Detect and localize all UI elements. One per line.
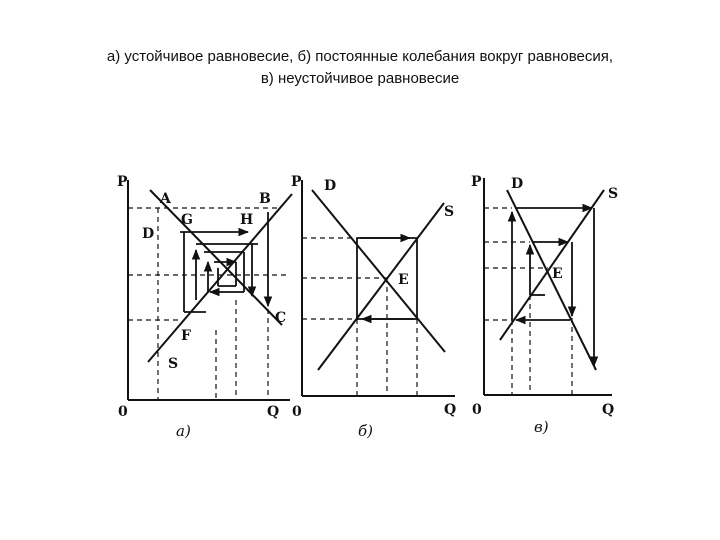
panel-a-y-label: P	[117, 174, 128, 190]
panel-a	[128, 180, 292, 400]
panel-a-demand-line	[150, 190, 282, 325]
panel-v-point-D: D	[511, 176, 524, 192]
panel-v-point-S: S	[608, 186, 619, 202]
panel-a-origin-label: 0	[118, 404, 128, 420]
panel-a-supply-line	[148, 194, 292, 362]
panel-b-point-D: D	[324, 178, 337, 194]
panel-a-sublabel: а)	[176, 422, 191, 440]
panel-b-x-label: Q	[444, 402, 457, 418]
panel-a-point-A: A	[160, 191, 171, 207]
panel-v-sublabel: в)	[534, 418, 549, 436]
panel-a-point-D: D	[142, 226, 155, 242]
panel-a-point-S: S	[168, 356, 179, 372]
panel-v-x-label: Q	[602, 402, 615, 418]
panel-a-x-label: Q	[267, 404, 280, 420]
panel-v	[484, 178, 612, 395]
panel-v-supply-line	[500, 190, 604, 340]
panel-v-y-label: P	[471, 174, 482, 190]
panel-v-point-E: E	[552, 266, 563, 282]
panel-a-point-C: C	[275, 310, 287, 326]
panel-b-sublabel: б)	[358, 422, 374, 440]
panel-b-point-S: S	[444, 204, 455, 220]
caption-line-1: а) устойчивое равновесие, б) постоянные колебания вокруг равновесия,	[106, 48, 614, 65]
panel-b-point-E: E	[398, 272, 409, 288]
panel-b-demand-line	[312, 190, 445, 352]
panel-a-point-F: F	[181, 328, 191, 344]
panel-a-point-H: H	[240, 212, 254, 228]
panel-b-supply-line	[318, 203, 444, 370]
panel-b-labels	[291, 174, 456, 440]
panel-b-y-label: P	[291, 174, 302, 190]
panel-v-labels	[471, 174, 618, 436]
panel-a-point-B: B	[259, 191, 271, 207]
panel-b-origin-label: 0	[292, 404, 302, 420]
panel-v-guides	[484, 208, 572, 395]
panel-a-point-G: G	[181, 212, 193, 228]
caption-line-2: в) неустойчивое равновесие	[260, 70, 460, 87]
panel-v-origin-label: 0	[472, 402, 482, 418]
panel-b	[302, 180, 455, 396]
